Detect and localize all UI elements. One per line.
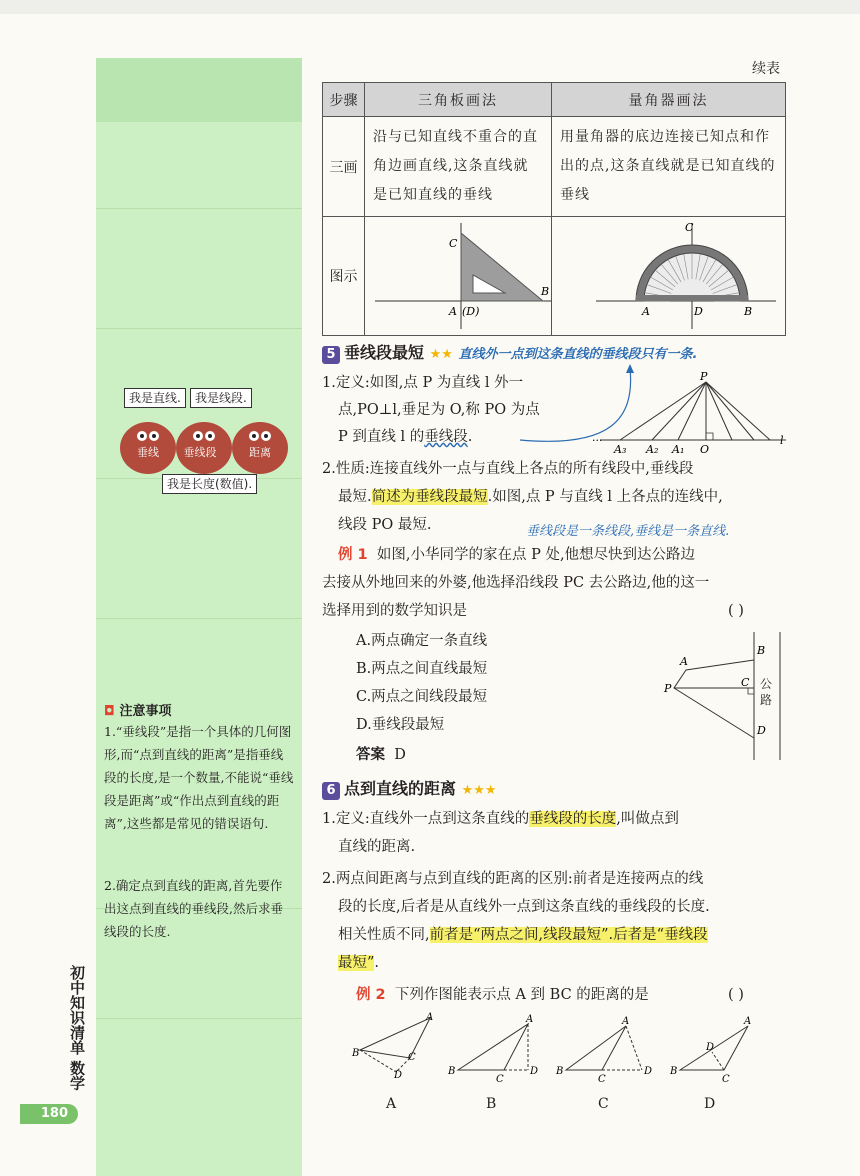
sec5-prop-line-a: 2.性质:连接直线外一点与直线上各点的所有线段中,垂线段	[322, 461, 694, 477]
note-1: 1.“垂线段”是指一个具体的几何图形,而“点到直线的距离”是指垂线段的长度,是一个数量,不能说“垂线段是距离”或“作出点到直线的距离”,这些都是常见的错误语句.	[104, 724, 294, 831]
highlight-difference-b: 最短”	[338, 955, 375, 971]
table-header-step: 步骤	[323, 83, 365, 117]
bubble-line: 我是直线.	[124, 388, 186, 408]
svg-text:B: B	[556, 1066, 564, 1077]
road-figure	[656, 630, 796, 762]
table-header-triangle: 三角板画法	[365, 83, 552, 117]
choice-figure-b	[447, 1014, 538, 1085]
svg-text:B: B	[670, 1066, 678, 1077]
section-5-title: 垂线段最短	[344, 343, 425, 362]
example1-option-c: C.两点之间线段最短	[356, 689, 488, 705]
section-6-title: 点到直线的距离	[344, 779, 457, 798]
perp-label-dots: ···	[592, 434, 603, 447]
svg-text:A: A	[744, 1016, 752, 1027]
hand-note-2: 垂线段是一条线段,垂线是一条直线.	[526, 524, 730, 539]
sec6-diff-line-a: 2.两点间距离与点到直线的距离的区别:前者是连接两点的线	[322, 871, 704, 887]
example1-option-a: A.两点确定一条直线	[356, 633, 488, 649]
choice-label-a: A	[386, 1096, 397, 1112]
example1-bracket: ( )	[728, 603, 744, 619]
triangle-figure-cell	[365, 217, 552, 336]
example2-line: 例 2 下列作图能表示点 A 到 BC 的距离的是	[356, 987, 649, 1003]
perp-label-l: l	[780, 434, 784, 447]
section-6-number: 6	[322, 782, 340, 800]
perpendicular-figure	[470, 360, 800, 470]
svg-text:C: C	[408, 1052, 416, 1063]
example2-bracket: ( )	[728, 987, 744, 1003]
perp-label-o: O	[700, 443, 710, 456]
example2-figures	[340, 1010, 770, 1090]
svg-text:A: A	[622, 1016, 630, 1027]
tri-label-a: A	[449, 305, 457, 318]
choice-figure-a	[351, 1012, 433, 1081]
pro-label-b: B	[744, 305, 753, 318]
svg-text:D: D	[394, 1070, 403, 1081]
sec5-def-line-a: 1.定义:如图,点 P 为直线 l 外一	[322, 375, 524, 391]
sec5-prop-line-b: 最短.简述为垂线段最短.如图,点 P 与直线 l 上各点的连线中,	[338, 489, 723, 505]
choice-figure-c	[555, 1016, 652, 1085]
perp-label-a2: A₂	[646, 443, 659, 456]
choice-label-c: C	[598, 1096, 609, 1112]
table-header-protractor: 量角器画法	[552, 83, 786, 117]
perp-label-p: P	[700, 370, 708, 383]
highlight-perp-length: 垂线段的长度	[529, 811, 617, 827]
triangle-method-text: 沿与已知直线不重合的直角边画直线,这条直线就是已知直线的垂线	[365, 117, 552, 217]
bubble-segment: 我是线段.	[190, 388, 252, 408]
row-label-draw: 三画	[323, 117, 365, 217]
char-label-perp: 垂线	[137, 446, 159, 459]
road-label-c: C	[741, 676, 750, 689]
sec6-diff-line-c: 相关性质不同,前者是“两点之间,线段最短”.后者是“垂线段	[338, 927, 708, 943]
road-label-b: B	[757, 644, 766, 657]
svg-text:C: C	[598, 1074, 606, 1085]
top-strip	[0, 0, 860, 14]
section-5-stars: ★★	[429, 347, 453, 362]
sec6-diff-line-d: 最短”.	[338, 955, 380, 971]
pro-label-c: C	[685, 221, 694, 234]
section-6-stars: ★★★	[461, 783, 497, 798]
svg-text:A: A	[426, 1012, 434, 1023]
svg-text:D: D	[644, 1066, 653, 1077]
tri-label-d: (D)	[462, 305, 480, 318]
pro-label-d: D	[694, 305, 703, 318]
char-label-distance: 距离	[249, 446, 271, 459]
road-label-d: D	[757, 724, 766, 737]
protractor-method-text: 用量角器的底边连接已知点和作出的点,这条直线就是已知直线的垂线	[552, 117, 786, 217]
sec6-def-line-b: 直线的距离.	[338, 839, 416, 855]
road-label-p: P	[664, 682, 672, 695]
perp-segment-term: 垂线段	[424, 429, 468, 445]
highlight-short-statement: 简述为垂线段最短	[371, 489, 488, 505]
tri-label-c: C	[449, 237, 458, 250]
choice-label-b: B	[486, 1096, 497, 1112]
sec6-def-line-a: 1.定义:直线外一点到这条直线的垂线段的长度,叫做点到	[322, 811, 679, 827]
sidebar-panel	[96, 58, 302, 1176]
row-label-figure: 图示	[323, 217, 365, 336]
example1-tag: 例 1	[338, 547, 368, 563]
example2-tag: 例 2	[356, 987, 386, 1003]
svg-text:D: D	[530, 1066, 539, 1077]
svg-text:B: B	[448, 1066, 456, 1077]
example1-line-1: 例 1 如图,小华同学的家在点 P 处,他想尽快到达公路边	[338, 547, 696, 563]
tri-label-b: B	[541, 285, 550, 298]
sec6-diff-line-b: 段的长度,后者是从直线外一点到这条直线的垂线段的长度.	[338, 899, 710, 915]
svg-text:D: D	[706, 1042, 715, 1053]
road-label-road: 公路	[760, 677, 773, 707]
highlight-difference-a: 前者是“两点之间,线段最短”.后者是“垂线段	[429, 927, 708, 943]
svg-text:C: C	[496, 1074, 504, 1085]
svg-text:B: B	[352, 1048, 360, 1059]
page-number: 180	[20, 1104, 78, 1124]
sidebar-header-band	[96, 58, 302, 122]
road-label-a: A	[680, 655, 688, 668]
note-title: ◘ 注意事项	[104, 704, 172, 719]
example1-answer: 答案 D	[356, 747, 406, 763]
example1-option-d: D.垂线段最短	[356, 717, 445, 733]
bubble-length: 我是长度(数值).	[162, 474, 257, 494]
sec5-def-line-b: 点,PO⊥l,垂足为 O,称 PO 为点	[338, 402, 540, 418]
char-label-segment: 垂线段	[183, 446, 217, 459]
book-spine-title: 初中知识清单 数学	[68, 965, 86, 1091]
choice-figure-d	[669, 1016, 751, 1085]
sec5-def-line-c: P 到直线 l 的垂线段.	[338, 429, 473, 445]
perp-label-a1: A₁	[672, 443, 685, 456]
hand-note-1: 直线外一点到这条直线的垂线段只有一条.	[458, 347, 698, 362]
triangle-ruler-figure	[365, 217, 551, 331]
choice-label-d: D	[704, 1096, 716, 1112]
example1-option-b: B.两点之间直线最短	[356, 661, 488, 677]
section-6-heading	[322, 776, 497, 800]
cartoon-characters	[116, 408, 290, 478]
steps-table	[322, 82, 786, 336]
example1-line-2: 去接从外地回来的外婆,他选择沿线段 PC 去公路边,他的这一	[322, 575, 710, 591]
perp-label-a3: A₃	[614, 443, 627, 456]
note-2: 2.确定点到直线的距离,首先要作出这点到直线的垂线段,然后求垂线段的长度.	[104, 878, 283, 939]
section-5-number: 5	[322, 346, 340, 364]
pro-label-a: A	[642, 305, 650, 318]
protractor-figure	[552, 217, 784, 331]
continued-label: 续表	[752, 61, 780, 77]
protractor-figure-cell	[552, 217, 786, 336]
sec5-prop-line-c: 线段 PO 最短.	[338, 517, 432, 533]
svg-text:C: C	[722, 1074, 730, 1085]
svg-text:A: A	[526, 1014, 534, 1025]
example1-line-3: 选择用到的数学知识是	[322, 603, 467, 619]
